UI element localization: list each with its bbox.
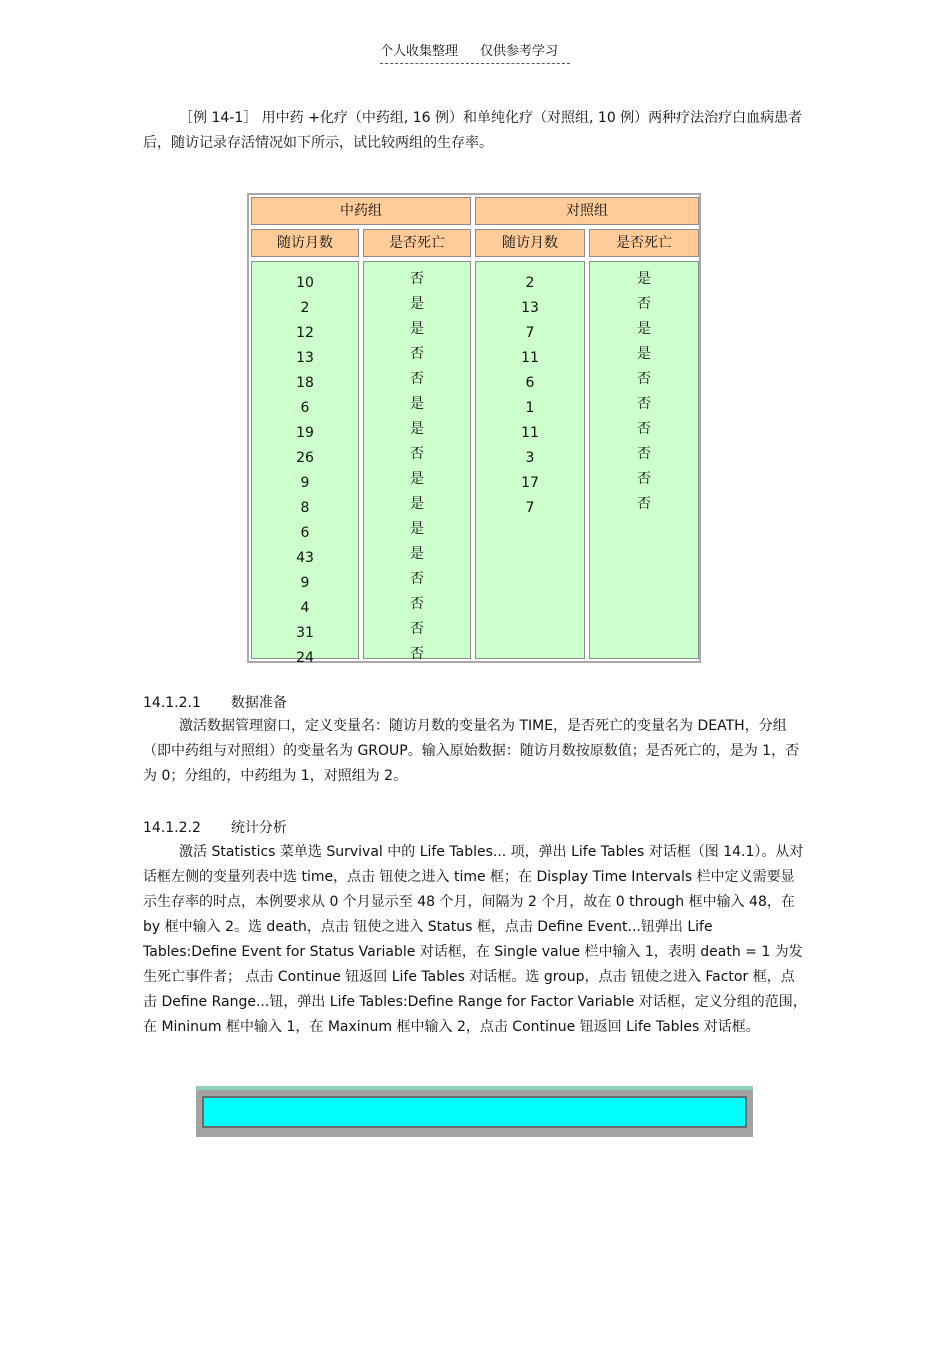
table-cell: 18 [296, 375, 314, 391]
table-cell: 否 [410, 271, 424, 287]
table-cell: 11 [521, 425, 539, 441]
table-cell: 13 [296, 350, 314, 366]
g1-death-col-header: 是否死亡 [363, 229, 471, 257]
header-left-text: 个人收集整理 [380, 44, 459, 59]
table-cell: 2 [525, 275, 535, 291]
table-cell: 否 [637, 471, 651, 487]
table-cell: 否 [410, 446, 424, 462]
table-cell: 是 [410, 521, 424, 537]
table-cell: 1 [525, 400, 535, 416]
g1-death-column [363, 261, 471, 662]
table-cell: 7 [525, 500, 535, 516]
table-cell: 43 [296, 550, 314, 566]
section-1-text: 激活数据管理窗口，定义变量名：随访月数的变量名为 TIME，是否死亡的变量名为 DEATH，分组（即中药组与对照组）的变量名为 GROUP。输入原始数据：随访月数按原数值；是否死亡的，是为 1，否为 0；分组的，中药组为 1，对照组为 2。 [143, 718, 800, 784]
table-cell: 2 [300, 300, 310, 316]
example-intro: ［例 14-1］ 用中药 +化疗（中药组, 16 例）和单纯化疗（对照组, 10 例）两种疗法治疗白血病患者后，随访记录存活情况如下所示，试比较两组的生存率。 [143, 110, 803, 151]
table-cell: 是 [410, 321, 424, 337]
section-2-text: 激活 Statistics 菜单选 Survival 中的 Life Tables... 项，弹出 Life Tables 对话框（图 14.1）。从对话框左侧的变量列表中选 time，点击 钮使之进入 time 框；在 Display Time Intervals 栏中定义需要显示生存率的时点，本例要求从 0 个月显示至 48 个月，间隔为 2 个月，故在 0 through 框中输入 48，在 by 框中输入 2。选 death，点击 钮使之进入 Status 框，点击 Define Event...钮弹出 Life Tables:Define Event for Status Variable 对话框，在 Single value 栏中输入 1，表明 death = 1 为发生死亡事件者； 点击 Continue 钮返回 Life Tables 对话框。选 group，点击 钮使之进入 Factor 框，点击 Define Range...钮，弹出 Life Tables:Define Range for Factor Variable 对话框，定义分组的范围，在 Mininum 框中输入 1，在 Maxinum 框中输入 2，点击 Continue 钮返回 Life Tables 对话框。 [143, 844, 807, 1035]
section-2-number: 14.1.2.2 [143, 820, 201, 836]
table-cell: 否 [637, 446, 651, 462]
table-cell: 否 [637, 496, 651, 512]
table-cell: 否 [410, 346, 424, 362]
table-cell: 10 [296, 275, 314, 291]
table-cell: 是 [410, 496, 424, 512]
table-cell: 否 [637, 421, 651, 437]
table-cell: 否 [410, 621, 424, 637]
table-cell: 13 [521, 300, 539, 316]
section-2-title: 统计分析 [230, 820, 287, 836]
section-1-heading [143, 692, 287, 712]
table-cell: 是 [637, 346, 651, 362]
table-cell: 是 [410, 471, 424, 487]
table-cell: 17 [521, 475, 539, 491]
table-cell: 9 [300, 475, 310, 491]
table-cell: 12 [296, 325, 314, 341]
header-right-text: 仅供参考学习 [480, 44, 559, 59]
table-cell: 31 [296, 625, 314, 641]
group1-header: 中药组 [251, 197, 471, 225]
g1-months-column [251, 261, 359, 666]
table-cell: 否 [637, 296, 651, 312]
table-cell: 19 [296, 425, 314, 441]
table-cell: 否 [637, 396, 651, 412]
table-cell: 8 [300, 500, 310, 516]
g2-month-col-header: 随访月数 [475, 229, 585, 257]
g2-death-column [589, 261, 699, 659]
table-cell: 4 [300, 600, 310, 616]
table-cell: 9 [300, 575, 310, 591]
table-cell: 是 [410, 296, 424, 312]
table-cell: 26 [296, 450, 314, 466]
table-cell: 是 [637, 321, 651, 337]
g2-months-column [475, 261, 585, 659]
table-cell: 否 [410, 371, 424, 387]
table-cell: 否 [410, 571, 424, 587]
figure-placeholder [196, 1086, 753, 1137]
section-2-heading [143, 817, 287, 837]
table-cell: 3 [525, 450, 535, 466]
table-cell: 是 [410, 421, 424, 437]
table-cell: 6 [300, 400, 310, 416]
table-cell: 6 [525, 375, 535, 391]
table-cell: 是 [637, 271, 651, 287]
page-header [380, 40, 570, 64]
table-cell: 24 [296, 650, 314, 666]
table-cell: 否 [410, 646, 424, 662]
table-cell: 否 [410, 596, 424, 612]
table-cell: 是 [410, 396, 424, 412]
g1-month-col-header: 随访月数 [251, 229, 359, 257]
table-cell: 7 [525, 325, 535, 341]
section-1-title: 数据准备 [230, 695, 287, 711]
group2-header: 对照组 [475, 197, 699, 225]
survival-data-table [247, 193, 701, 666]
section-1-number: 14.1.2.1 [143, 695, 201, 711]
table-cell: 6 [300, 525, 310, 541]
table-cell: 11 [521, 350, 539, 366]
figure-cyan-bar [202, 1096, 747, 1128]
g2-death-col-header: 是否死亡 [589, 229, 699, 257]
table-cell: 否 [637, 371, 651, 387]
table-cell: 是 [410, 546, 424, 562]
